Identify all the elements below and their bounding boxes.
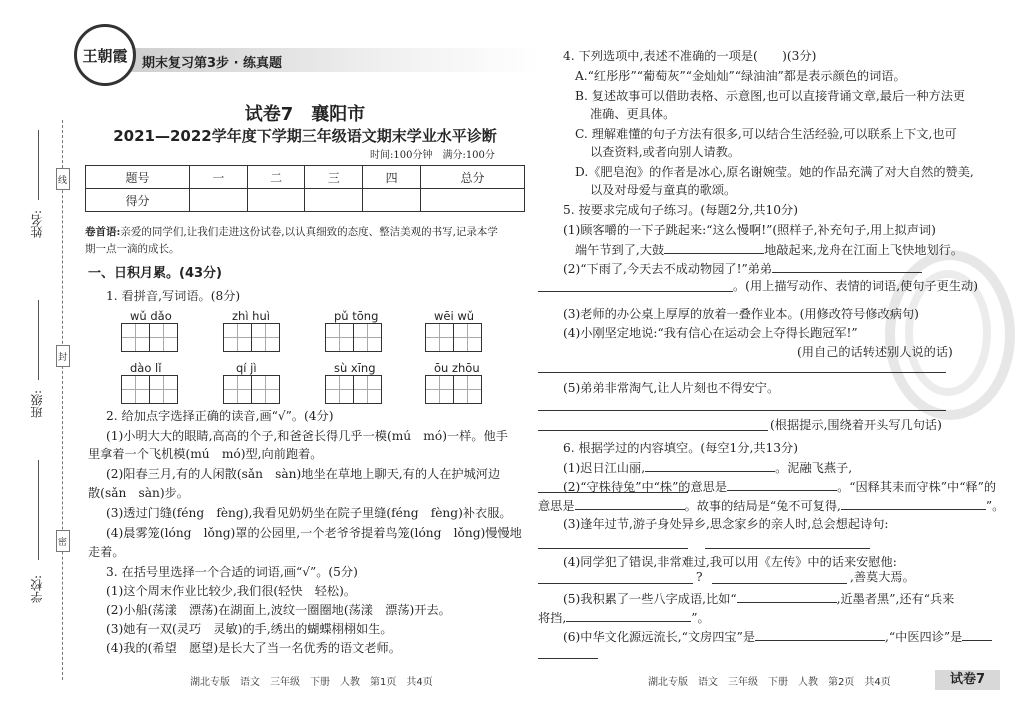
writing-box[interactable] [223,323,252,352]
writing-box[interactable] [453,375,482,404]
question-2-1a: (1)小明大大的眼睛,高高的个子,和爸爸长得几乎一模(mú mó)一样。他手 [106,429,508,443]
answer-blank[interactable] [962,628,992,641]
writing-box[interactable] [425,323,454,352]
option-b-2: 准确、更具体。 [590,107,676,121]
school-field[interactable] [38,460,39,560]
score-input[interactable] [305,189,363,212]
question-6-5-b: ,善莫大焉。 [850,570,915,584]
question-5-3: (3)老师的办公桌上厚厚的放着一叠作业本。(用修改符号修改病句) [563,307,919,321]
question-2: 2. 给加点字选择正确的读音,画“√”。(4分) [106,409,334,423]
writing-box[interactable] [149,375,178,404]
question-5-4a: (4)小刚坚定地说:“我有信心在运动会上夺得长跑冠军!” [563,326,858,340]
table-row [86,189,525,212]
question-6-2c: 意思是 。故事的结局是“兔不可复得, ”。 [538,499,1005,513]
question-2-4b: 走着。 [88,545,125,559]
option-a: A.“红彤彤”“葡萄灰”“金灿灿”“绿油油”都是表示颜色的词语。 [575,69,906,83]
score-input[interactable] [189,189,247,212]
option-c-1: C. 理解难懂的句子方法有很多,可以结合生活经验,可以联系上下文,也可 [575,127,957,141]
table-cell: 二 [247,166,305,189]
binding-mark-xian: 线 [56,168,70,190]
answer-line[interactable] [538,658,598,659]
question-5-5b: (根据提示,围绕着开头写几句话) [770,418,942,432]
table-cell: 一 [189,166,247,189]
writing-box[interactable] [121,323,150,352]
answer-line[interactable] [538,548,688,549]
time-info: 时间:100分钟 满分:100分 [370,150,495,161]
answer-line[interactable] [538,291,733,292]
intro-line-2: 期一点一滴的成长。 [85,243,180,255]
table-cell: 三 [305,166,363,189]
binding-mark-feng: 封 [56,345,70,367]
answer-line[interactable] [705,548,870,549]
answer-blank[interactable] [755,628,885,641]
section-heading: 一、日积月累。(43分) [88,266,222,281]
question-3: 3. 在括号里选择一个合适的词语,画“√”。(5分) [106,565,358,579]
writing-box[interactable] [251,375,280,404]
question-6-5e: 将挡, ”。 [538,611,710,625]
question-5-2a: (2)“下雨了,今天去不成动物园了!”弟弟 [563,260,922,277]
binding-mark-mi: 密 [56,530,70,552]
footer-left: 湖北专版 语文 三年级 下册 人教 第1页 共4页 [190,677,433,688]
paper-tag: 试卷7 [935,670,1000,690]
question-6-3: (3)逢年过节,游子身处异乡,思念家乡的亲人时,总会想起诗句: [563,517,889,531]
writing-box[interactable] [121,375,150,404]
class-field[interactable] [38,300,39,380]
table-cell: 四 [363,166,421,189]
footer-right: 湖北专版 语文 三年级 下册 人教 第2页 共4页 [648,677,891,688]
answer-blank[interactable] [772,260,922,273]
question-5: 5. 按要求完成句子练习。(每题2分,共10分) [563,203,798,217]
score-input[interactable] [421,189,525,212]
question-6: 6. 根据学过的内容填空。(每空1分,共13分) [563,441,798,455]
question-3-3: (3)她有一双(灵巧 灵敏)的手,绣出的蝴蝶栩栩如生。 [106,622,393,636]
answer-blank[interactable] [727,478,837,491]
intro-line-1: 卷首语:亲爱的同学们,让我们走进这份试卷,以认真细致的态度、整洁美观的书写,记录本学 [85,226,498,238]
question-2-3: (3)透过门缝(féng fèng),我看见奶奶坐在院子里缝(féng fèng)补衣服。 [106,506,512,520]
writing-box[interactable] [353,375,382,404]
question-3-1: (1)这个周末作业比较少,我们很(轻快 轻松)。 [106,584,357,598]
question-2-1b: 里拿着一个飞机模(mú mó)型,向前跑着。 [88,447,323,461]
answer-line[interactable] [712,583,847,584]
question-5-5a: (5)弟弟非常淘气,让人片刻也不得安宁。 [563,381,780,395]
name-label: 姓名: [30,210,44,239]
question-6-5-q: ? [696,570,703,584]
question-3-4: (4)我的(希望 愿望)是长大了当一名优秀的语文老师。 [106,641,401,655]
pinyin-label: zhì huì [232,309,270,323]
pinyin-label: ōu zhōu [434,361,480,375]
answer-blank[interactable] [575,497,685,510]
question-6-2a: (2)“守株待兔”中“株”的意思是 。“因释其耒而守株”中“释”的 [563,480,997,494]
question-5-1b: 端午节到了,大鼓 地敲起来,龙舟在江面上飞快地划行。 [575,243,964,257]
answer-line[interactable] [538,430,768,431]
answer-blank[interactable] [566,609,691,622]
writing-box[interactable] [223,375,252,404]
binding-line [62,120,63,680]
question-5-1a: (1)顾客嚼的一下子跳起来:“这么慢啊!”(照样子,补充句子,用上拟声词) [563,223,936,237]
option-d-2: 以及对母爱与童真的歌颂。 [590,183,737,197]
question-3-2: (2)小船(荡漾 漂荡)在湖面上,波纹一圈圈地(荡漾 漂荡)开去。 [106,603,451,617]
pinyin-label: sù xīng [334,361,376,375]
exam-title: 试卷7 襄阳市 [244,104,366,125]
writing-box[interactable] [453,323,482,352]
class-label: 班级: [30,390,44,419]
writing-box[interactable] [149,323,178,352]
answer-line[interactable] [538,372,946,373]
pinyin-label: qí jì [236,361,257,375]
question-6-1: (1)迟日江山丽, 。泥融飞燕子, [563,461,853,475]
exam-subtitle: 2021—2022学年度下学期三年级语文期末学业水平诊断 [113,127,497,145]
pinyin-label: pǔ tōng [334,309,379,323]
question-4: 4. 下列选项中,表述不准确的一项是( )(3分) [563,49,817,63]
question-5-2b: 。(用上描写动作、表情的词语,使句子更生动) [733,279,978,293]
writing-box[interactable] [353,323,382,352]
score-input[interactable] [247,189,305,212]
question-1: 1. 看拼音,写词语。(8分) [106,289,241,303]
table-cell: 得分 [86,189,190,212]
question-6-4: (4)同学犯了错误,非常难过,我可以用《左传》中的话来安慰他: [563,555,897,569]
question-2-2b: 散(sǎn sàn)步。 [88,486,189,500]
writing-box[interactable] [251,323,280,352]
writing-box[interactable] [325,375,354,404]
score-table [85,165,525,212]
answer-line[interactable] [538,410,946,411]
answer-blank[interactable] [737,590,837,603]
option-d-1: D.《肥皂泡》的作者是冰心,原名谢婉莹。她的作品充满了对大自然的赞美, [575,165,974,179]
pinyin-label: dào lǐ [130,361,162,375]
pinyin-label: wēi wǔ [434,309,475,323]
answer-line[interactable] [538,583,693,584]
section-banner: 期末复习第3步 · 练真题 [130,48,540,72]
table-row [86,166,525,189]
option-b-1: B. 复述故事可以借助表格、示意图,也可以直接背诵文章,最后一种方法更 [575,89,966,103]
answer-blank[interactable] [841,497,986,510]
answer-blank[interactable] [645,459,775,472]
option-c-2: 以查资料,或者向别人请教。 [590,145,741,159]
answer-blank[interactable] [664,241,764,254]
brand-logo: 王朝霞 [74,24,136,86]
table-cell: 总分 [421,166,525,189]
question-6-5: (5)我积累了一些八字成语,比如“ ,近墨者黑”,还有“兵来 [563,592,955,606]
question-6-6: (6)中华文化源远流长,“文房四宝”是 ,“中医四诊”是 [563,628,992,645]
school-label: 学校: [30,575,44,604]
writing-box[interactable] [425,375,454,404]
question-2-2a: (2)阳春三月,有的人闲散(sǎn sàn)地坐在草地上聊天,有的人在护城河边 [106,467,501,481]
question-5-4b: (用自己的话转述别人说的话) [797,345,953,359]
question-2-4a: (4)晨雾笼(lóng lǒng)罩的公园里,一个老爷爷提着鸟笼(lóng lǒng)慢慢地 [106,526,522,540]
writing-box[interactable] [325,323,354,352]
table-cell: 题号 [86,166,190,189]
pinyin-label: wǔ dǎo [130,309,172,323]
score-input[interactable] [363,189,421,212]
